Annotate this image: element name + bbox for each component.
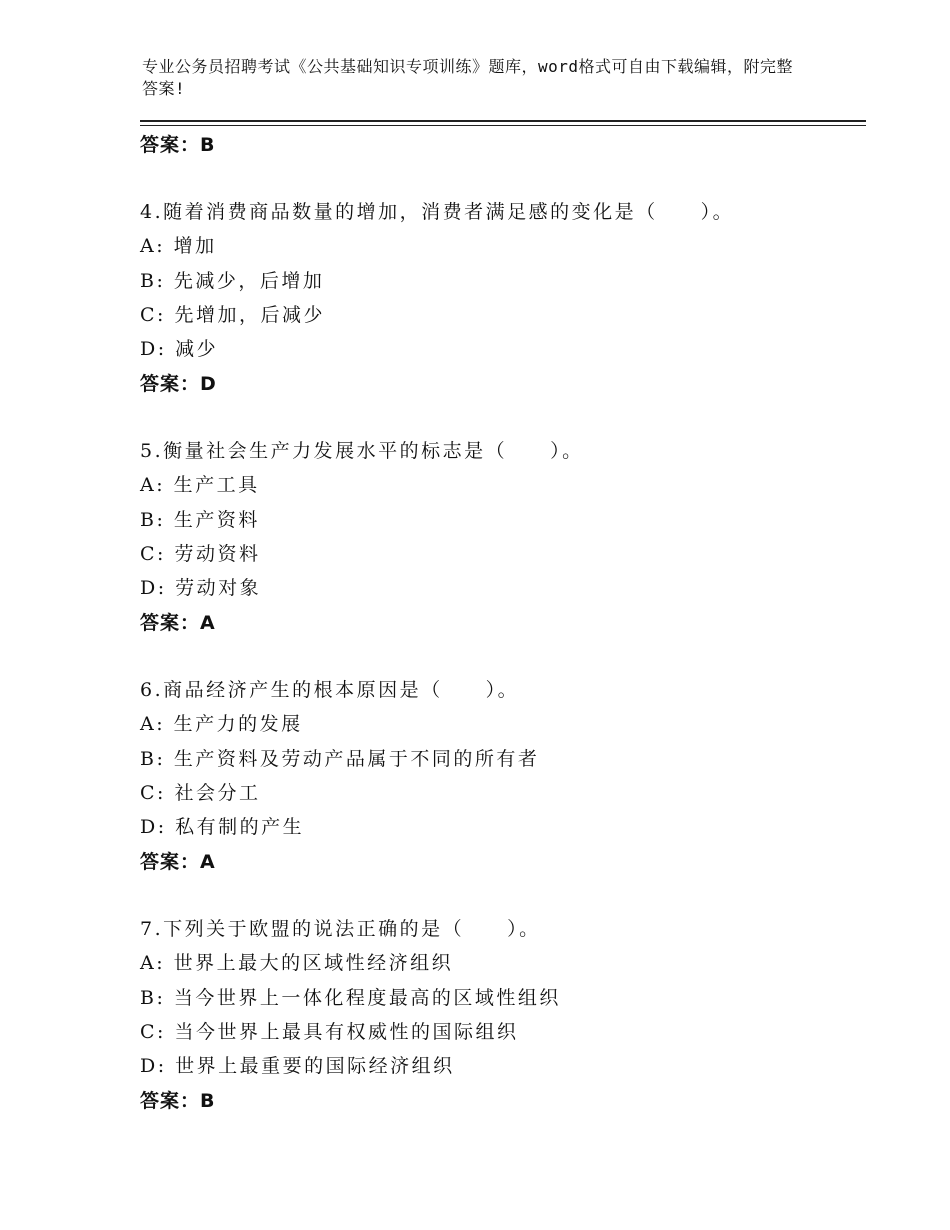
question-5: [140, 434, 900, 605]
option-c: C: 当今世界上最具有权威性的国际组织: [140, 1020, 519, 1043]
question-stem: 6.商品经济产生的根本原因是（ ）。: [140, 679, 520, 701]
option-c: C: 劳动资料: [140, 542, 261, 565]
answer-line: 答案：D: [140, 373, 217, 395]
option-b: B: 生产资料: [140, 508, 260, 531]
answer-line: 答案：A: [140, 851, 216, 873]
option-d: D: 世界上最重要的国际经济组织: [140, 1055, 455, 1078]
header-divider: [140, 120, 866, 126]
question-4: [140, 195, 900, 366]
question-stem: 7.下列关于欧盟的说法正确的是（ ）。: [140, 918, 541, 940]
answer-line: 答案：A: [140, 612, 216, 634]
option-b: B: 先减少，后增加: [140, 269, 325, 292]
option-c: C: 先增加，后减少: [140, 303, 325, 326]
answer-line: 答案：B: [140, 134, 216, 156]
option-d: D: 劳动对象: [140, 577, 262, 600]
page-header: 专业公务员招聘考试《公共基础知识专项训练》题库，word格式可自由下载编辑，附完整答案!: [142, 57, 794, 98]
option-b: B: 生产资料及劳动产品属于不同的所有者: [140, 747, 540, 770]
option-a: A: 生产力的发展: [140, 713, 303, 736]
option-a: A: 增加: [140, 235, 217, 258]
question-stem: 5.衡量社会生产力发展水平的标志是（ ）。: [140, 440, 584, 462]
option-a: A: 生产工具: [140, 474, 260, 497]
question-6: [140, 673, 900, 844]
question-7: [140, 912, 900, 1083]
option-b: B: 当今世界上一体化程度最高的区域性组织: [140, 986, 561, 1009]
option-d: D: 私有制的产生: [140, 816, 305, 839]
question-stem: 4.随着消费商品数量的增加，消费者满足感的变化是（ ）。: [140, 201, 735, 223]
answer-line: 答案：B: [140, 1090, 216, 1112]
option-a: A: 世界上最大的区域性经济组织: [140, 952, 454, 975]
option-c: C: 社会分工: [140, 781, 261, 804]
option-d: D: 减少: [140, 338, 219, 361]
